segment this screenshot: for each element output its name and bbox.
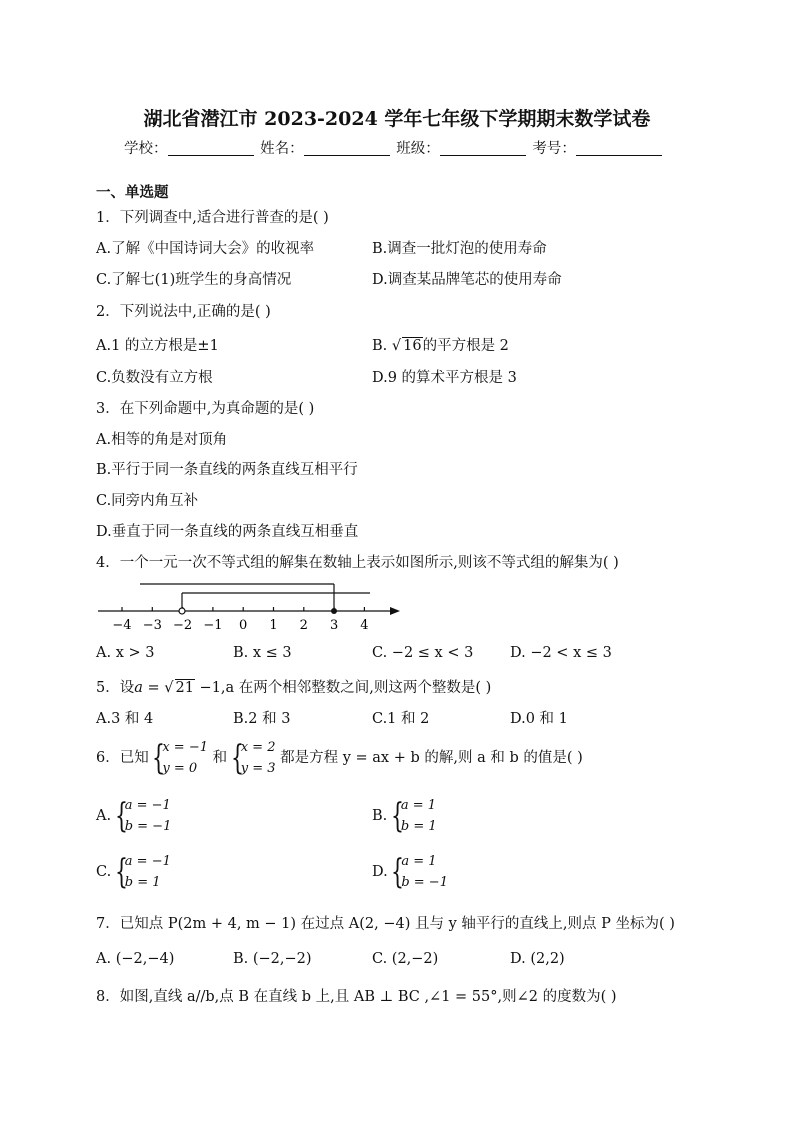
q3-option-d: D.垂直于同一条直线的两条直线互相垂直 bbox=[96, 524, 359, 540]
q6-a-system: { a = −1 b = −1 bbox=[114, 796, 172, 836]
q4-option-d: D. −2 < x ≤ 3 bbox=[510, 645, 612, 661]
number-label: 考号： bbox=[532, 141, 576, 157]
tick-label: −3 bbox=[142, 618, 162, 633]
tick-label: 0 bbox=[239, 618, 248, 633]
question-8-stem: 8．如图,直线 a//b,点 B 在直线 b 上,且 AB ⊥ BC ,∠1 = 55°,则∠2 的度数为( ) bbox=[96, 989, 617, 1005]
class-label: 班级： bbox=[396, 141, 440, 157]
q6-s1-line1: x = −1 bbox=[162, 740, 208, 755]
q6-b-line2: b = 1 bbox=[400, 819, 437, 834]
q2-b-radicand: 16 bbox=[403, 338, 422, 354]
number-line-figure bbox=[92, 576, 412, 634]
q2-b-text: 的平方根是 2 bbox=[422, 338, 509, 354]
q6-system-2: { x = 2 y = 3 bbox=[230, 738, 276, 778]
q5-option-c: C.1 和 2 bbox=[372, 711, 430, 727]
q4-option-a: A. x > 3 bbox=[96, 645, 155, 661]
q5-radicand: 21 bbox=[175, 680, 194, 696]
tick-label: 1 bbox=[269, 618, 278, 633]
q6-s2-line2: y = 3 bbox=[240, 761, 276, 776]
q6-d-system: { a = 1 b = −1 bbox=[391, 852, 448, 892]
q5-option-d: D.0 和 1 bbox=[510, 711, 568, 727]
q6-option-c bbox=[96, 851, 171, 893]
number-line-solution-bars bbox=[140, 584, 370, 611]
q6-s2-line1: x = 2 bbox=[240, 740, 276, 755]
q6-a-label: A. bbox=[96, 808, 112, 824]
q2-option-c: C.负数没有立方根 bbox=[96, 370, 213, 386]
tick-label: 4 bbox=[360, 618, 369, 633]
q6-c-label: C. bbox=[96, 864, 112, 880]
q6-b-system: { a = 1 b = 1 bbox=[390, 796, 437, 836]
q5-option-a: A.3 和 4 bbox=[96, 711, 154, 727]
q6-option-d bbox=[372, 851, 448, 893]
q6-b-line1: a = 1 bbox=[400, 798, 437, 813]
q5-suffix: −1,a 在两个相邻整数之间,则这两个整数是( ) bbox=[194, 680, 492, 696]
q7-option-c: C. (2,−2) bbox=[372, 951, 439, 967]
q4-option-b: B. x ≤ 3 bbox=[233, 645, 292, 661]
q3-option-c: C.同旁内角互补 bbox=[96, 493, 199, 509]
q6-option-b bbox=[372, 795, 437, 837]
question-3-stem: 3．在下列命题中,为真命题的是( ) bbox=[96, 401, 315, 417]
q6-c-line1: a = −1 bbox=[124, 854, 171, 869]
class-blank[interactable] bbox=[440, 141, 526, 156]
q2-option-a: A.1 的立方根是±1 bbox=[96, 338, 219, 354]
q6-prefix: 6．已知 bbox=[96, 750, 149, 766]
q1-option-b: B.调查一批灯泡的使用寿命 bbox=[372, 241, 547, 257]
q7-option-d: D. (2,2) bbox=[510, 951, 565, 967]
question-6-stem bbox=[96, 737, 583, 779]
q6-suffix: 都是方程 y = ax + b 的解,则 a 和 b 的值是( ) bbox=[280, 750, 583, 766]
q6-system-1: { x = −1 y = 0 bbox=[152, 738, 208, 778]
q6-and: 和 bbox=[212, 750, 228, 766]
tick-label: −2 bbox=[173, 618, 193, 633]
q6-d-line2: b = −1 bbox=[401, 875, 448, 890]
tick-label: 3 bbox=[329, 618, 339, 633]
school-label: 学校： bbox=[124, 141, 168, 157]
q6-a-line2: b = −1 bbox=[124, 819, 172, 834]
q7-option-b: B. (−2,−2) bbox=[233, 951, 312, 967]
open-point-neg2 bbox=[179, 608, 185, 614]
tick-label: −4 bbox=[112, 618, 132, 633]
page-title: 湖北省潜江市 2023-2024 学年七年级下学期期末数学试卷 bbox=[143, 108, 651, 130]
question-2-stem: 2．下列说法中,正确的是( ) bbox=[96, 304, 271, 320]
name-label: 姓名： bbox=[260, 141, 304, 157]
number-blank[interactable] bbox=[576, 141, 662, 156]
closed-point-3 bbox=[331, 608, 337, 614]
q7-option-a: A. (−2,−4) bbox=[96, 951, 175, 967]
q3-option-a: A.相等的角是对顶角 bbox=[96, 432, 228, 448]
name-blank[interactable] bbox=[304, 141, 390, 156]
question-1-stem: 1．下列调查中,适合进行普查的是( ) bbox=[96, 210, 329, 226]
q3-option-b: B.平行于同一条直线的两条直线互相平行 bbox=[96, 462, 358, 478]
q6-b-label: B. bbox=[372, 808, 388, 824]
question-7-stem: 7．已知点 P(2m + 4, m − 1) 在过点 A(2, −4) 且与 y 轴平行的直线上,则点 P 坐标为( ) bbox=[96, 916, 675, 932]
q2-option-d: D.9 的算术平方根是 3 bbox=[372, 370, 517, 386]
q6-option-a bbox=[96, 795, 171, 837]
school-blank[interactable] bbox=[168, 141, 254, 156]
student-info-line bbox=[124, 137, 664, 158]
q2-b-label: B. bbox=[372, 338, 392, 354]
q6-s1-line2: y = 0 bbox=[162, 761, 198, 776]
q6-d-line1: a = 1 bbox=[401, 854, 437, 869]
tick-label: −1 bbox=[203, 618, 223, 633]
q6-a-line1: a = −1 bbox=[124, 798, 171, 813]
question-5-stem: 5．设a = √ 21 −1,a 在两个相邻整数之间,则这两个整数是( ) bbox=[96, 680, 492, 696]
q6-c-system: { a = −1 b = 1 bbox=[114, 852, 171, 892]
q1-option-a: A.了解《中国诗词大会》的收视率 bbox=[96, 241, 315, 257]
q5-option-b: B.2 和 3 bbox=[233, 711, 291, 727]
q6-c-line2: b = 1 bbox=[124, 875, 161, 890]
axis-arrow bbox=[390, 607, 400, 615]
section-heading: 一、单选题 bbox=[96, 185, 169, 201]
q5-prefix: 5．设 bbox=[96, 680, 135, 696]
q6-d-label: D. bbox=[372, 864, 388, 880]
q1-option-c: C.了解七(1)班学生的身高情况 bbox=[96, 272, 292, 288]
q1-option-d: D.调查某品牌笔芯的使用寿命 bbox=[372, 272, 562, 288]
tick-label: 2 bbox=[299, 618, 308, 633]
q4-option-c: C. −2 ≤ x < 3 bbox=[372, 645, 474, 661]
q5-math: a = bbox=[134, 680, 165, 696]
question-4-stem: 4．一个一元一次不等式组的解集在数轴上表示如图所示,则该不等式组的解集为( ) bbox=[96, 555, 619, 571]
q2-option-b: B. √ 16的平方根是 2 bbox=[372, 338, 509, 354]
